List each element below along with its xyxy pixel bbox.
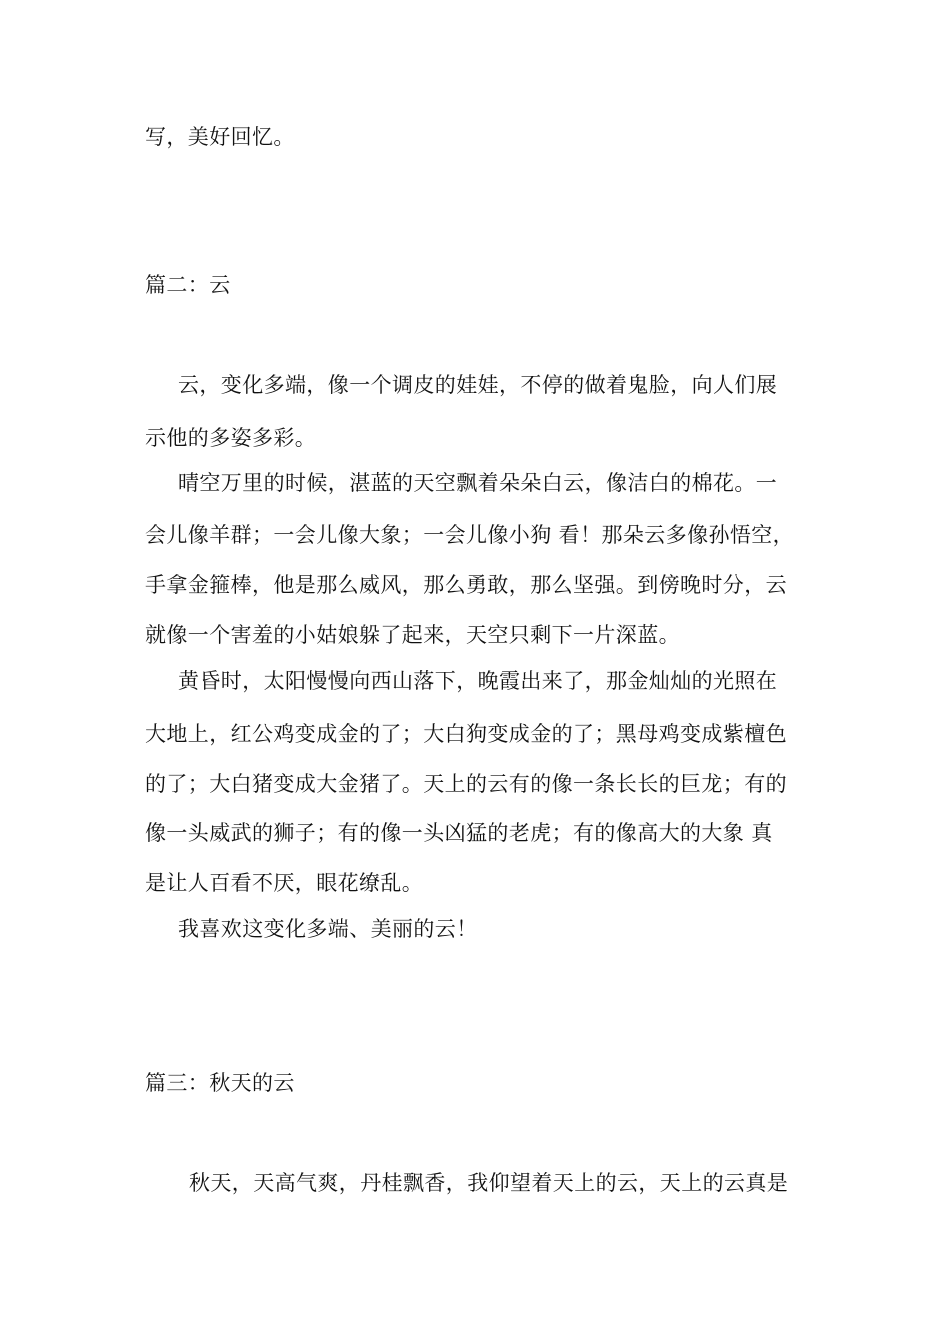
paragraph-line: 是让人百看不厌，眼花缭乱。 [145,871,424,895]
paragraph-line: 的了；大白猪变成大金猪了。天上的云有的像一条长长的巨龙；有的 [145,772,787,796]
paragraph-line: 我喜欢这变化多端、美丽的云！ [178,917,478,941]
section-heading: 篇三：秋天的云 [145,1071,295,1095]
paragraph-line: 秋天，天高气爽，丹桂飘香，我仰望着天上的云，天上的云真是 [189,1171,789,1195]
paragraph-line: 会儿像羊群；一会儿像大象；一会儿像小狗 看！那朵云多像孙悟空， [145,523,795,547]
paragraph-line: 手拿金箍棒，他是那么威风，那么勇敢，那么坚强。到傍晚时分，云 [145,573,787,597]
paragraph-line: 就像一个害羞的小姑娘躲了起来，天空只剩下一片深蓝。 [145,623,680,647]
section-heading: 篇二：云 [145,273,231,297]
paragraph-line: 示他的多姿多彩。 [145,426,317,450]
paragraph-line: 云，变化多端，像一个调皮的娃娃，不停的做着鬼脸，向人们展 [178,373,778,397]
paragraph-line: 黄昏时，太阳慢慢向西山落下，晚霞出来了，那金灿灿的光照在 [178,669,778,693]
paragraph-line: 大地上，红公鸡变成金的了；大白狗变成金的了；黑母鸡变成紫檀色 [145,722,787,746]
paragraph-line: 晴空万里的时候，湛蓝的天空飘着朵朵白云，像洁白的棉花。一 [178,471,778,495]
paragraph-line: 像一头威武的狮子；有的像一头凶猛的老虎；有的像高大的大象 真 [145,821,773,845]
text-line: 写，美好回忆。 [145,125,295,149]
